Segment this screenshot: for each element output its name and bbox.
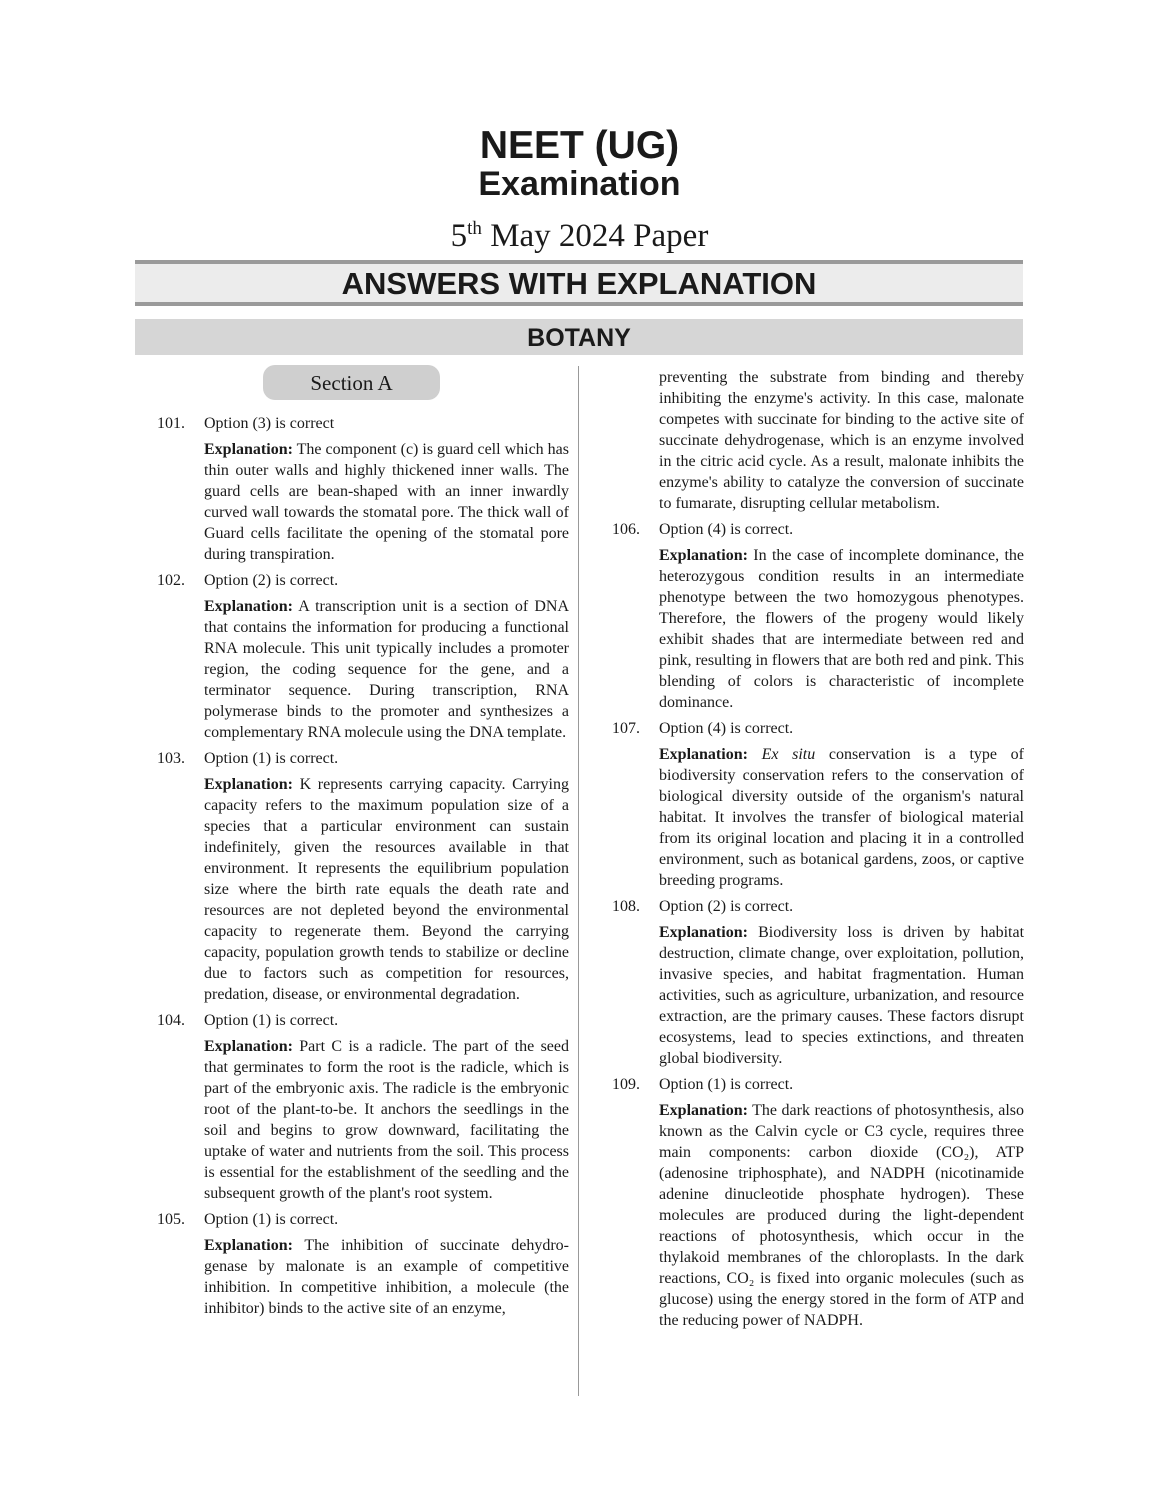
explanation — [659, 1100, 1024, 1331]
explanation-label: Explanation: — [659, 746, 748, 763]
paper-day: 5 — [450, 218, 468, 254]
answer-option: Option (4) is correct. — [659, 720, 794, 737]
exam-title: NEET (UG) — [479, 124, 680, 167]
explanation-label: Explanation: — [204, 776, 293, 793]
answer-item — [612, 519, 1024, 713]
answer-option: Option (3) is correct — [204, 415, 335, 432]
explanation-text: The component (c) is guard cell which has thin outer walls and highly thickened inner walls. The guard cells are bean-shaped with an inner inwardly curved wall towards the stomatal pore. The thick wall of Guard cells facilitate the opening of the stomatal pore during transpiration. — [204, 441, 569, 563]
explanation-text: In the case of incomplete dominance, the heterozygous condition results in an intermediate phenotype between the two homozygous phenotypes. Therefore, the flowers of the progeny would likely exhibit shades that are intermediate between red and pink, resulting in flowers that are both red and pink. This blending of colors is characteristic of incomplete dominance. — [659, 547, 1024, 711]
explanation — [659, 744, 1024, 891]
exam-subtitle: Examination — [478, 165, 681, 203]
explanation-text: conservation is a type of biodiversity conservation refers to the conservation of biological diversity outside of the organism's natural habitat. It involves the transfer of biological material from its original location and placing it in a controlled environment, such as botanical gardens, zoos, or captive breeding programs. — [659, 746, 1025, 889]
explanation — [204, 774, 569, 1005]
explanation — [204, 596, 569, 743]
subject-banner: BOTANY — [135, 319, 1023, 355]
explanation-label: Explanation: — [659, 547, 748, 564]
answer-option: Option (2) is correct. — [204, 572, 339, 589]
question-number: 109. — [612, 1076, 640, 1093]
explanation — [659, 545, 1024, 713]
explanation-label: Explanation: — [204, 441, 293, 458]
explanation-continuation: preventing the substrate from binding and thereby inhibiting the enzyme's activity. In this case, malonate competes with succinate for binding to the active site of succinate dehydrogenase, which is an enzyme involved in the citric acid cycle. As a result, malonate inhibits the enzyme's ability to catalyze the conversion of succinate to fumarate, disrupting cellular metabolism. — [659, 369, 1024, 512]
answer-option: Option (1) is correct. — [204, 1012, 339, 1029]
answer-item — [157, 413, 569, 565]
explanation — [204, 1235, 569, 1319]
answers-banner: ANSWERS WITH EXPLANATION — [135, 260, 1023, 306]
question-number: 103. — [157, 750, 185, 767]
answer-item — [612, 896, 1024, 1069]
paper-date — [0, 208, 1159, 257]
paper-day-suffix: th — [467, 218, 482, 239]
explanation-label: Explanation: — [204, 598, 293, 615]
answer-item — [157, 1209, 569, 1319]
explanation-text: Part C is a radicle. The part of the seed that germinates to form the root is the radicle, which is part of the embryonic axis. The radicle is the embryonic root of the plant-to-be. It anchors the seedlings in the soil and begins to grow downward, facilitating the uptake of water and nutrients from the soil. This process is essential for the establishment of the seedling and the subsequent growth of the plant's root system. — [204, 1038, 569, 1202]
explanation-label: Explanation: — [204, 1237, 293, 1254]
explanation-label: Explanation: — [204, 1038, 293, 1055]
question-number: 107. — [612, 720, 640, 737]
section-label: Section A — [263, 365, 440, 400]
explanation-text: The inhibition of succinate dehydro-genase by malonate is an example of competitive inhibition. In competitive inhibition, a molecule (the inhibitor) binds to the active site of an enzyme, — [204, 1237, 569, 1317]
question-number: 105. — [157, 1211, 185, 1228]
right-column — [612, 367, 1024, 1336]
explanation — [204, 1036, 569, 1204]
explanation-text: K represents carrying capacity. Carrying capacity refers to the maximum population size of a species that a particular environment can sustain indefinitely, given the resources available in that environment. It represents the equilibrium population size where the birth rate equals the death rate and resources are not depleted beyond the environmental capacity to regenerate them. Beyond the carrying capacity, population growth tends to stabilize or decline due to factors such as competition for resources, predation, disease, or environmental degradation. — [204, 776, 570, 1003]
explanation — [659, 922, 1024, 1069]
question-number: 108. — [612, 898, 640, 915]
answer-option: Option (1) is correct. — [659, 1076, 794, 1093]
answer-item — [612, 718, 1024, 891]
explanation-text: Biodiversity loss is driven by habitat destruction, climate change, over exploitation, pollution, invasive species, and habitat fragmentation. Human activities, such as agriculture, urbanization, and resource extraction, are the primary causes. These factors disrupt ecosystems, lead to species extinctions, and threaten global biodiversity. — [659, 924, 1025, 1067]
question-number: 101. — [157, 415, 185, 432]
explanation-italic: Ex situ — [761, 746, 816, 763]
answer-item — [157, 748, 569, 1005]
explanation — [204, 439, 569, 565]
explanation-label: Explanation: — [659, 1102, 748, 1119]
column-divider — [578, 366, 579, 1396]
question-number: 102. — [157, 572, 185, 589]
answer-option: Option (4) is correct. — [659, 521, 794, 538]
paper-rest: May 2024 Paper — [481, 218, 709, 254]
question-number: 106. — [612, 521, 640, 538]
explanation-text: The dark reactions of photosynthesis, also known as the Calvin cycle or C3 cycle, requires three main components: carbon dioxide (CO₂), ATP (adenosine triphosphate), and NADPH (nicotinamide adenine dinucleotide phosphate hydrogen). These molecules are produced during the light-dependent reactions of photosynthesis, which occur in the thylakoid membranes of the chloroplasts. In the dark reactions, CO₂ is fixed into organic molecules (such as glucose) using the energy stored in the form of ATP and the reducing power of NADPH. — [659, 1102, 1024, 1329]
answer-item — [157, 1010, 569, 1204]
answer-option: Option (1) is correct. — [204, 750, 339, 767]
answer-option: Option (1) is correct. — [204, 1211, 339, 1228]
left-column — [157, 413, 569, 1324]
answer-item — [157, 570, 569, 743]
explanation-label: Explanation: — [659, 924, 748, 941]
explanation-text: A transcription unit is a section of DNA that contains the information for producing a functional RNA molecule. This unit typically includes a promoter region, the coding sequence for the gene, and a terminator sequence. During transcription, RNA polymerase binds to the promoter and synthesizes a complementary RNA molecule using the DNA template. — [204, 598, 569, 741]
question-number: 104. — [157, 1012, 185, 1029]
answer-option: Option (2) is correct. — [659, 898, 794, 915]
answer-item — [612, 1074, 1024, 1331]
